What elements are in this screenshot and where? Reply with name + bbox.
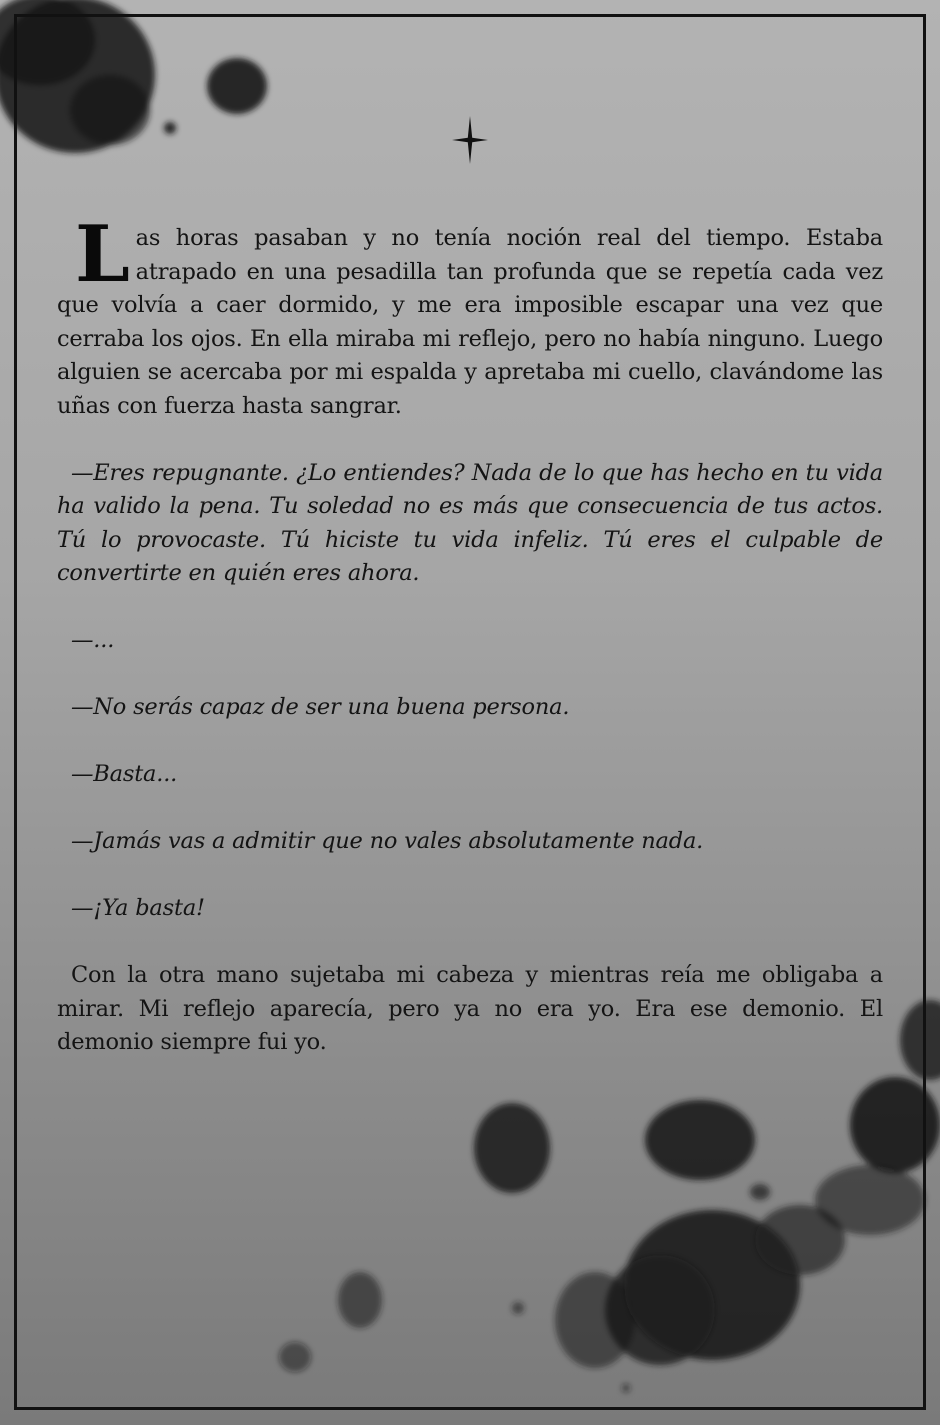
paragraph-1: [57, 209, 883, 423]
paragraph-1-text: as horas pasaban y no tenía noción real del tiempo. Estaba atrapado en una pesadilla tan profunda que se repetía cada vez que volvía a caer dormido, y me era imposible escapar una vez que cerraba los ojos. En ella miraba mi reflejo, pero no había ninguno. Luego alguien se acercaba por mi espalda y apretaba mi cuello, clavándome las uñas con fuerza hasta sangrar.: [57, 225, 883, 419]
dialogue-line-1: —Eres repugnante. ¿Lo entiendes? Nada de lo que has hecho en tu vida ha valido la pena. Tu soledad no es más que consecuencia de tus actos. Tú lo provocaste. Tú hiciste tu vida infeliz. Tú eres el culpable de convertirte en quién eres ahora.: [57, 459, 883, 586]
closing-paragraph: Con la otra mano sujetaba mi cabeza y mientras reía me obligaba a mirar. Mi reflejo aparecía, pero ya no era yo. Era ese demonio. El demonio siempre fui yo.: [57, 962, 883, 1055]
four-point-star-icon: [452, 116, 488, 164]
dialogue-line-4: —Basta...: [71, 761, 178, 787]
drop-cap-letter: L: [75, 209, 130, 300]
dialogue-line-3: —No serás capaz de ser una buena persona.: [71, 694, 570, 720]
dialogue-line-5: —Jamás vas a admitir que no vales absolutamente nada.: [71, 828, 704, 854]
story-text: [57, 209, 883, 1060]
dialogue-line-6: —¡Ya basta!: [71, 895, 205, 921]
dialogue-line-2: —...: [71, 627, 115, 653]
